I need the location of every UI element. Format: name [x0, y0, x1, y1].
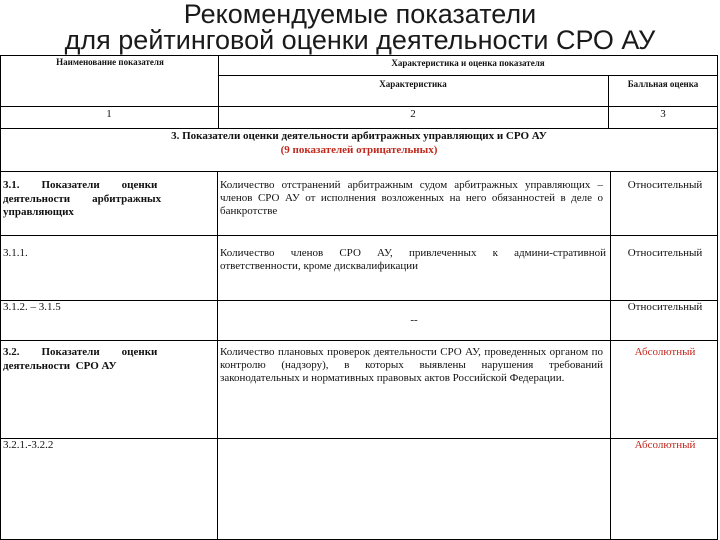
row-3-name: 3.1.2. – 3.1.5 — [3, 301, 61, 313]
row-1-name-line-1: 3.1. Показатели оценки — [3, 179, 158, 191]
title-line-2: для рейтинговой оценки деятельности СРО АУ — [64, 25, 656, 55]
row-4-score: Абсолютный — [634, 346, 696, 358]
rule-numbers-bottom — [0, 128, 718, 129]
rule-header-group — [218, 75, 718, 76]
col-number-1: 1 — [106, 108, 112, 120]
header-name: Наименование показателя — [56, 57, 164, 67]
row-3-score: Относительный — [627, 301, 703, 313]
header-group: Характеристика и оценка показателя — [391, 58, 545, 68]
col-number-3: 3 — [660, 108, 666, 120]
section-subtitle: (9 показателей отрицательных) — [280, 144, 438, 156]
row-1-description: Количество отстранений арбитражным судом арбитражных управляющих – членов СРО АУ от исполнения возложенных на него обязанностей в деле о банкротстве — [220, 179, 603, 217]
header-score: Балльная оценка — [627, 79, 699, 89]
rule-col-1-body — [217, 171, 218, 539]
row-2-description: Количество членов СРО АУ, привлеченных к админи-стративной ответственности, кроме дисквалификации — [220, 247, 606, 272]
rule-right — [717, 55, 718, 540]
row-1-name-line-2: деятельности арбитражных — [3, 193, 162, 205]
col-number-2: 2 — [410, 108, 416, 120]
row-4-name-line-1: 3.2. Показатели оценки — [3, 346, 158, 358]
row-1-score: Относительный — [627, 179, 703, 191]
title-line-1: Рекомендуемые показатели — [183, 0, 537, 29]
rule-col-2-body — [610, 171, 611, 539]
row-5-score: Абсолютный — [634, 439, 696, 451]
row-4-description: Количество плановых проверок деятельности СРО АУ, проведенных органом по контролю (надзору), в которых выявлены нарушения требований законодательных и нормативных правовых актов Российской Федерации. — [220, 346, 603, 384]
indicators-table — [0, 55, 718, 540]
row-4-name-line-2: деятельности СРО АУ — [3, 360, 117, 372]
section-title: 3. Показатели оценки деятельности арбитражных управляющих и СРО АУ — [171, 130, 547, 142]
row-2-score: Относительный — [627, 247, 703, 259]
rule-header-bottom — [0, 106, 718, 107]
header-characteristic: Характеристика — [379, 79, 447, 89]
rule-top — [0, 55, 718, 56]
rule-left — [0, 55, 1, 540]
row-2-name: 3.1.1. — [3, 247, 28, 259]
row-3-description: -- — [410, 314, 418, 326]
row-1-name-line-3: управляющих — [3, 206, 74, 218]
row-5-name: 3.2.1.-3.2.2 — [3, 439, 54, 451]
